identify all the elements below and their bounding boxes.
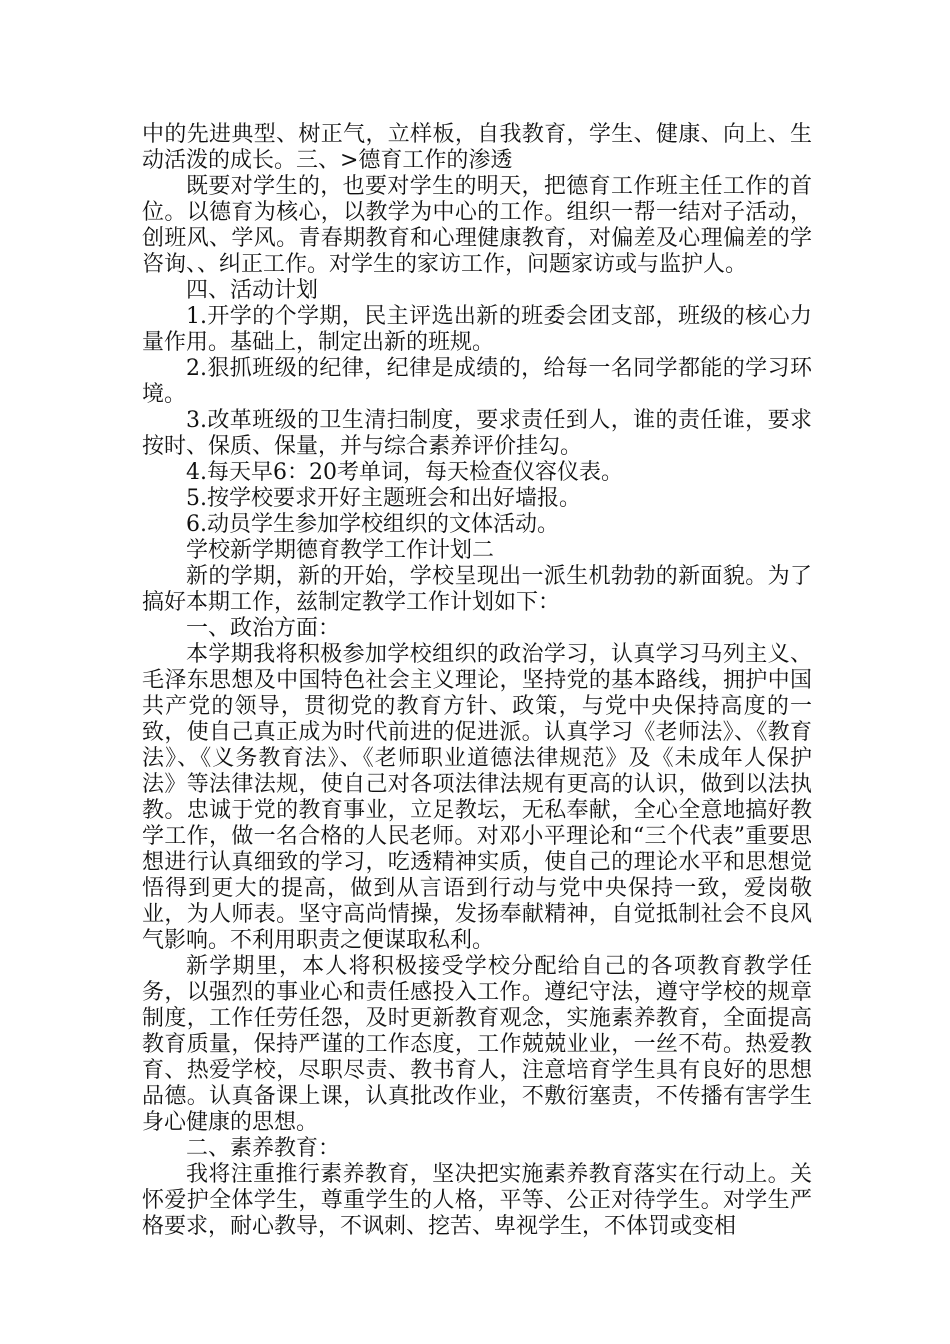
list-item-4: 4.每天早6：20考单词，每天检查仪容仪表。 [186,460,623,485]
list-item-6: 6.动员学生参加学校组织的文体活动。 [186,512,559,537]
list-item-3: 3.改革班级的卫生清扫制度，要求责任到人，谁的责任谁，要求按时、保质、保量，并与综合素养评价挂勾。 [142,408,812,459]
paragraph-1: 中的先进典型、树正气，立样板，自我教育，学生、健康、向上、生动活泼的成长。三、>德育工作的渗透 [142,122,812,173]
section-heading-quality-education: 二、素养教育： [186,1136,341,1161]
document-page [142,122,812,1240]
section-heading-politics: 一、政治方面： [186,616,341,641]
document-subtitle: 学校新学期德育教学工作计划二 [186,538,495,563]
politics-paragraph: 本学期我将积极参加学校组织的政治学习，认真学习马列主义、毛泽东思想及中国特色社会主义理论，坚持党的基本路线，拥护中国共产党的领导，贯彻党的教育方针、政策，与党中央保持高度的一致，使自己真正成为时代前进的促进派。认真学习《老师法》、《教育法》、《义务教育法》、《老师职业道德法律规范》及《未成年人保护法》等法律法规，使自己对各项法律法规有更高的认识，做到以法执教。忠诚于党的教育事业，立足教坛，无私奉献，全心全意地搞好教学工作，做一名合格的人民老师。对邓小平理论和“三个代表”重要思想进行认真细致的学习，吃透精神实质，使自己的理论水平和思想觉悟得到更大的提高，做到从言语到行动与党中央保持一致，爱岗敬业，为人师表。坚守高尚情操，发扬奉献精神，自觉抵制社会不良风气影响。不利用职责之便谋取私利。 [142,642,812,953]
intro-paragraph: 新的学期，新的开始，学校呈现出一派生机勃勃的新面貌。为了搞好本期工作，兹制定教学工作计划如下： [142,564,812,615]
list-item-5: 5.按学校要求开好主题班会和出好墙报。 [186,486,581,511]
work-paragraph: 新学期里，本人将积极接受学校分配给自己的各项教育教学任务，以强烈的事业心和责任感投入工作。遵纪守法，遵守学校的规章制度，工作任劳任怨，及时更新教育观念，实施素养教育，全面提高教育质量，保持严谨的工作态度，工作兢兢业业，一丝不苟。热爱教育、热爱学校，尽职尽责、教书育人，注意培育学生具有良好的思想品德。认真备课上课，认真批改作业，不敷衍塞责，不传播有害学生身心健康的思想。 [142,954,812,1135]
paragraph-2: 既要对学生的，也要对学生的明天，把德育工作班主任工作的首位。以德育为核心，以教学为中心的工作。组织一帮一结对子活动，创班风、学风。青春期教育和心理健康教育，对偏差及心理偏差的学咨询、、纠正工作。对学生的家访工作，问题家访或与监护人。 [142,174,812,277]
list-item-2: 2.狠抓班级的纪律，纪律是成绩的，给每一名同学都能的学习环境。 [142,356,812,407]
quality-education-paragraph: 我将注重推行素养教育，坚决把实施素养教育落实在行动上。关怀爱护全体学生，尊重学生的人格，平等、公正对待学生。对学生严格要求，耐心教导，不讽刺、挖苦、卑视学生，不体罚或变相 [142,1162,812,1239]
section-heading-activity-plan: 四、活动计划 [186,278,319,303]
list-item-1: 1.开学的个学期，民主评选出新的班委会团支部，班级的核心力量作用。基础上，制定出新的班规。 [142,304,812,355]
